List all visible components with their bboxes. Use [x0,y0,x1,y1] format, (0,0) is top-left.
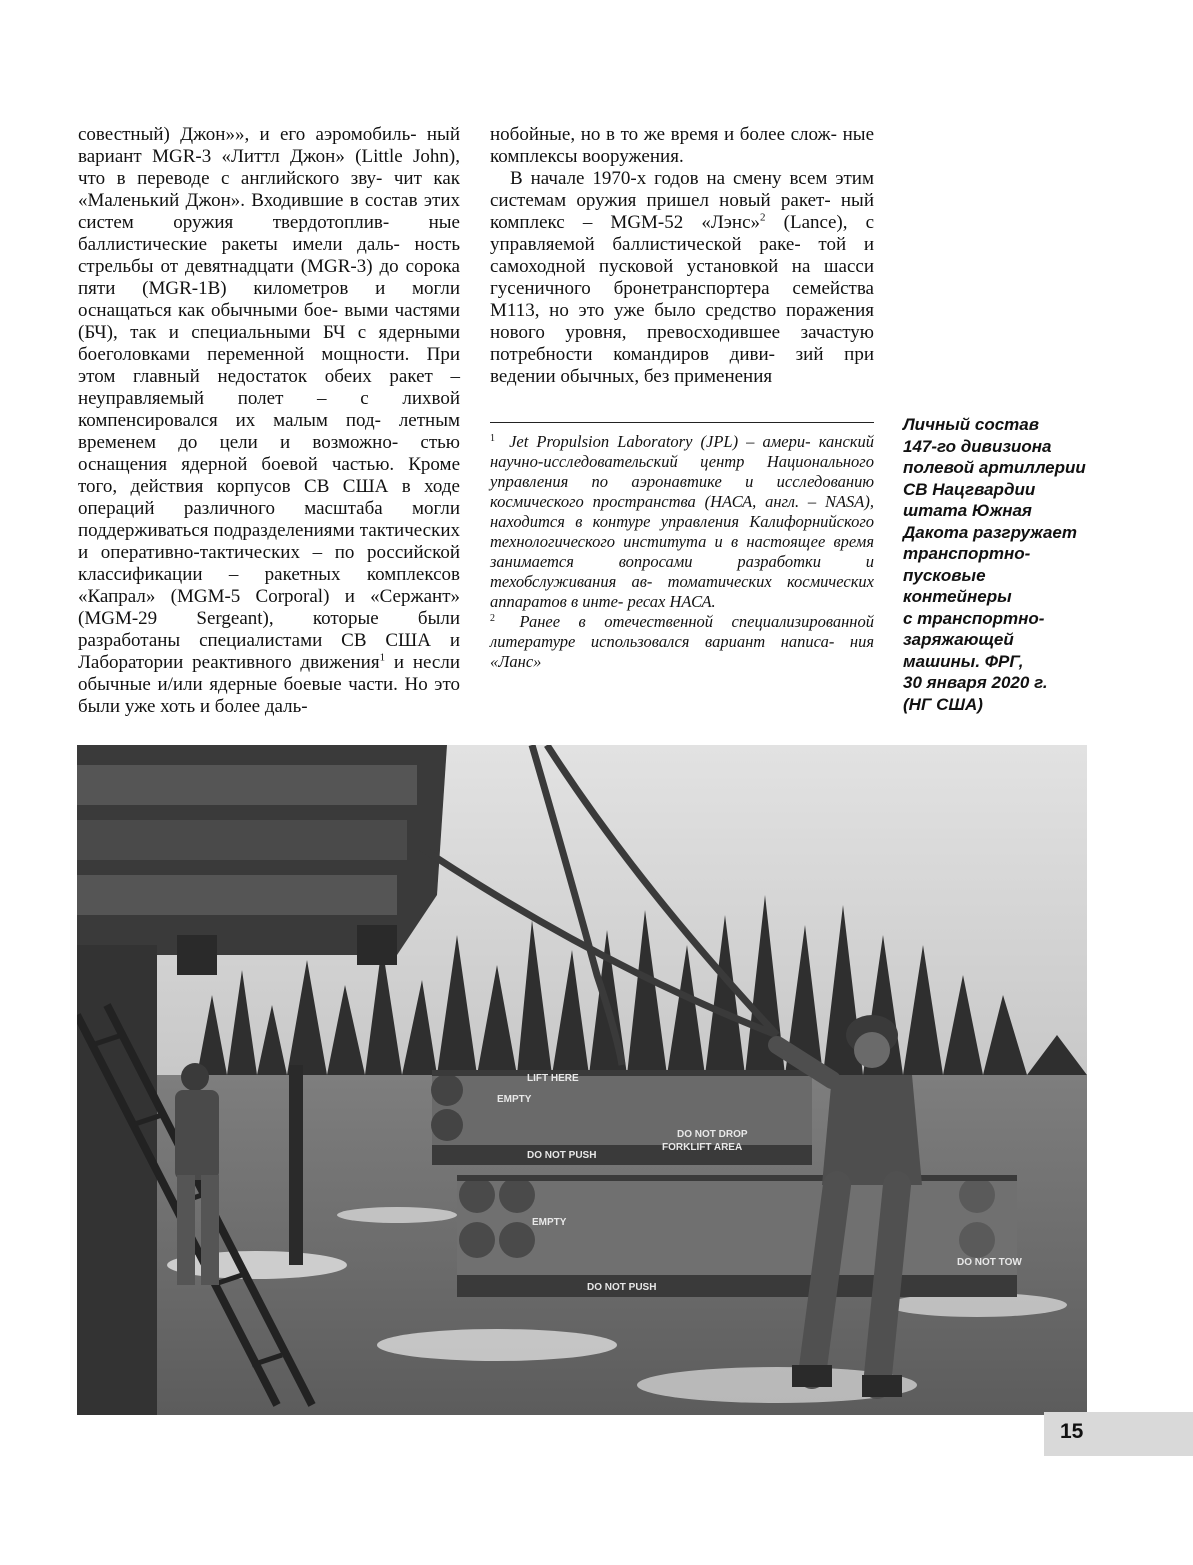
text-line: ность стрельбы от девятнадцати (MGR-3) [78,234,460,277]
middle-column-paragraph-1 [490,124,874,168]
text-line: комплексов «Капрал» (MGM-5 Corporal) [78,564,461,607]
vehicle-body [77,945,157,1415]
text-line: стью оснащения ядерной боевой частью. [78,432,460,475]
text-line: зачастую потребности командиров диви- [490,322,874,365]
caption-line: заряжающей [903,630,1014,649]
text-line: той и самоходной пусковой установкой [490,234,875,277]
photo-illustration [77,745,1087,1415]
footnote-number: 2 [490,612,495,624]
stencil-lift-here: LIFT HERE [527,1073,579,1084]
text-line: и могли оснащаться как обычными бое- [78,278,461,321]
page-number-tab [1044,1412,1193,1456]
footnote-ref-2[interactable]: 2 [760,211,766,224]
text-line: с лихвой компенсировался их малым под- [78,388,461,431]
footnote-line: Jet Propulsion Laboratory (JPL) – амери- [509,432,811,451]
caption-line: (НГ США) [903,694,983,714]
text-line: нобойные, но в то же время и более слож- [490,124,838,145]
footnote-line: ресах НАСА. [627,592,716,611]
text-line: поражения нового уровня, превосходившее [490,300,875,343]
caption-line: СВ Нацгвардии [903,479,1036,499]
caption-line: машины. ФРГ, [903,651,1024,671]
stencil-do-not-push: DO NOT PUSH [527,1150,597,1161]
footnote-2 [490,612,874,672]
photo-soldiers-unloading-containers [77,745,1087,1415]
text-line: ные комплексы вооружения. [490,124,875,167]
footnote-line: (НАСА, англ. – NASA), находится в контуре [490,492,875,531]
text-line: части. Но это были уже хоть и более даль- [78,674,461,717]
caption-line: Дакота разгружает [903,522,1077,542]
footnote-line: института и в настоящее время занимается [490,532,874,571]
text-line: до сорока пяти (MGR-1B) километров [78,256,460,299]
stencil-do-not-drop: DO NOT DROP [677,1129,748,1140]
text-line: ный вариант MGR-3 «Литтл Джон» (Little [78,124,460,167]
text-line: ный комплекс – MGM-52 «Лэнс» [490,190,874,233]
caption-line: 147-го дивизиона [903,436,1052,456]
footnote-line: вопросами разработки и техобслуживания ав- [490,552,874,591]
footnote-line: томатических космических аппаратов в инте- [490,572,874,611]
text-line: тактических и оперативно-тактических – [78,520,460,563]
text-line: мощности. При этом главный недостаток [78,344,461,387]
container-stack-upper [431,1070,812,1165]
launcher-pod-overhead [77,745,447,975]
footnote-divider [490,422,874,423]
stencil-forklift-area: FORKLIFT AREA [662,1142,743,1153]
text-line: чит как «Маленький Джон». Входившие [78,168,460,211]
text-line: семейства М113, но это уже было средство [490,278,874,321]
footnote-1 [490,432,874,612]
stencil-empty: EMPTY [532,1217,567,1228]
caption-line: контейнеры [903,587,1012,606]
footnote-number: 1 [490,432,495,444]
middle-text-column [490,124,874,388]
caption-line: Личный состав [903,415,1039,434]
text-line: совестный) Джон»», и его аэромобиль- [78,124,417,145]
footnote-line: ния «Ланс» [490,632,875,671]
text-line: системам оружия пришел новый ракет- [490,190,831,211]
middle-column-paragraph-2 [490,168,874,388]
footnote-line: литературе использовался вариант написа- [490,632,835,651]
footnote-ref-1[interactable]: 1 [379,651,386,664]
text-line: на шасси гусеничного бронетранспортера [490,256,874,299]
text-line: обеих ракет – неуправляемый полет – [78,366,460,409]
text-line: John), что в переводе с английского зву- [78,146,461,189]
stencil-do-not-push: DO NOT PUSH [587,1282,657,1293]
photo-caption [903,414,1143,715]
support-post [289,1065,303,1265]
left-text-column [78,124,460,718]
snow-patch [337,1207,457,1223]
footnote-line: Ранее в отечественной специализированной [519,612,874,631]
text-line: и несли обычные и/или ядерные боевые [78,652,461,695]
text-line: ные баллистические ракеты имели даль- [78,212,460,255]
text-line: БЧ с ядерными боеголовками переменной [78,322,461,365]
caption-line: транспортно- [903,544,1031,563]
caption-line: полевой артиллерии [903,458,1086,477]
text-line: в состав этих систем оружия твердотоплив- [78,190,460,233]
left-column-paragraph [78,124,460,718]
container-stack-lower [457,1175,1017,1297]
text-line: были разработаны специалистами СВ США [78,608,461,651]
footnote-line: канский научно-исследовательский центр [490,432,874,471]
text-line: и «Сержант» (MGM-29 Sergeant), которые [78,586,460,629]
caption-line: пусковые [903,565,986,585]
page-number: 15 [1060,1420,1084,1443]
text-line: по российской классификации – ракетных [78,542,460,585]
stencil-empty: EMPTY [497,1094,532,1105]
caption-line: 30 января 2020 г. [903,673,1048,692]
text-line: могли поддерживаться подразделениями [78,498,460,541]
text-line: в ходе операций различного масштаба [78,476,460,519]
text-line: зий при ведении обычных, без применения [490,344,875,387]
caption-line: штата Южная [903,501,1032,520]
text-line: В начале 1970-х годов на смену всем этим [510,168,874,189]
text-line: (Lance), [765,212,848,233]
footnote-line: и исследованию космического пространства [490,472,874,511]
footnotes [490,432,874,672]
caption-line: с транспортно- [903,608,1045,628]
text-line: с управляемой баллистической раке- [490,212,875,255]
text-line: летным временем до цели и возможно- [78,410,460,453]
snow-patch [377,1329,617,1361]
footnote-line: Национального управления по аэронавтике [490,452,874,491]
stencil-do-not-tow: DO NOT TOW [957,1257,1022,1268]
text-line: выми частями (БЧ), так и специальными [78,300,460,343]
text-line: и Лаборатории реактивного движения [78,630,461,673]
footnote-line: управления Калифорнийского технологического [490,512,875,551]
text-line: Кроме того, действия корпусов СВ США [78,454,461,497]
